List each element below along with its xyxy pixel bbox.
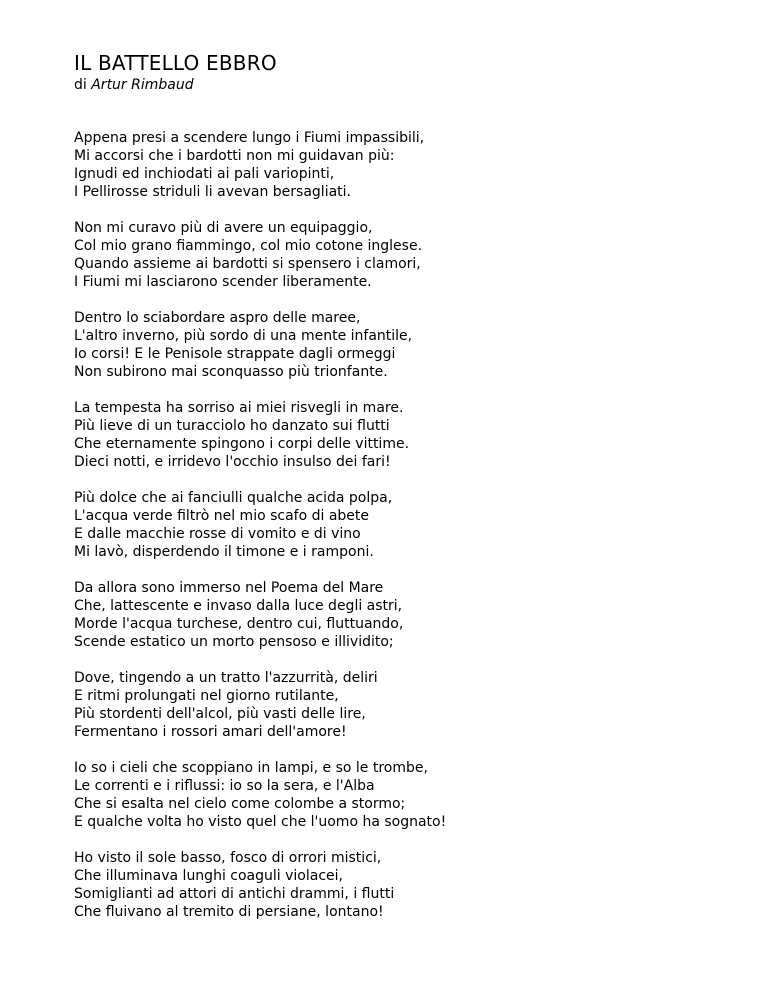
poem-line: Che eternamente spingono i corpi delle vittime.	[74, 436, 410, 452]
poem-line: Ho visto il sole basso, fosco di orrori mistici,	[74, 850, 382, 866]
poem-line: I Fiumi mi lasciarono scender liberamente.	[74, 274, 372, 290]
stanza	[74, 849, 754, 921]
poem-line: Fermentano i rossori amari dell'amore!	[74, 724, 347, 740]
poem-line: Dieci notti, e irridevo l'occhio insulso dei fari!	[74, 454, 391, 470]
poem-line: Dentro lo sciabordare aspro delle maree,	[74, 310, 361, 326]
stanza	[74, 309, 754, 381]
author-name: Artur Rimbaud	[91, 77, 194, 93]
poem-line: E dalle macchie rosse di vomito e di vino	[74, 526, 361, 542]
poem-line: Più dolce che ai fanciulli qualche acida polpa,	[74, 490, 393, 506]
stanza	[74, 669, 754, 741]
poem-line: Non subirono mai sconquasso più trionfante.	[74, 364, 388, 380]
poem-line: Più stordenti dell'alcol, più vasti delle lire,	[74, 706, 366, 722]
poem-line: Io so i cieli che scoppiano in lampi, e so le trombe,	[74, 760, 428, 776]
byline	[74, 76, 754, 94]
document-page	[74, 50, 754, 939]
stanza	[74, 399, 754, 471]
poem-line: Somiglianti ad attori di antichi drammi, i flutti	[74, 886, 395, 902]
poem-line: Morde l'acqua turchese, dentro cui, fluttuando,	[74, 616, 404, 632]
poem-line: Non mi curavo più di avere un equipaggio,	[74, 220, 373, 236]
stanza	[74, 129, 754, 201]
poem-line: Che, lattescente e invaso dalla luce degli astri,	[74, 598, 403, 614]
stanza	[74, 759, 754, 831]
poem-line: I Pellirosse striduli li avevan bersagliati.	[74, 184, 351, 200]
poem-title: IL BATTELLO EBBRO	[74, 51, 277, 75]
poem-line: Che fluivano al tremito di persiane, lontano!	[74, 904, 384, 920]
poem-line: Ignudi ed inchiodati ai pali variopinti,	[74, 166, 335, 182]
stanza	[74, 219, 754, 291]
poem-line: L'altro inverno, più sordo di una mente infantile,	[74, 328, 413, 344]
byline-prefix: di	[74, 77, 92, 93]
poem-line: Più lieve di un turacciolo ho danzato sui flutti	[74, 418, 390, 434]
poem-line: Appena presi a scendere lungo i Fiumi impassibili,	[74, 130, 425, 146]
poem-line: Quando assieme ai bardotti si spensero i clamori,	[74, 256, 421, 272]
poem-line: E ritmi prolungati nel giorno rutilante,	[74, 688, 339, 704]
poem-line: Mi accorsi che i bardotti non mi guidavan più:	[74, 148, 395, 164]
poem-line: Scende estatico un morto pensoso e illividito;	[74, 634, 394, 650]
stanza	[74, 579, 754, 651]
poem-line: L'acqua verde filtrò nel mio scafo di abete	[74, 508, 370, 524]
poem-line: Dove, tingendo a un tratto l'azzurrità, deliri	[74, 670, 378, 686]
stanza	[74, 489, 754, 561]
poem-line: Che illuminava lunghi coaguli violacei,	[74, 868, 343, 884]
poem-line: E qualche volta ho visto quel che l'uomo ha sognato!	[74, 814, 447, 830]
poem-line: Col mio grano fiammingo, col mio cotone inglese.	[74, 238, 423, 254]
poem-line: Io corsi! E le Penisole strappate dagli ormeggi	[74, 346, 396, 362]
poem-line: Le correnti e i riflussi: io so la sera, e l'Alba	[74, 778, 375, 794]
poem-line: Mi lavò, disperdendo il timone e i ramponi.	[74, 544, 374, 560]
poem-line: Che si esalta nel cielo come colombe a stormo;	[74, 796, 406, 812]
poem-line: Da allora sono immerso nel Poema del Mare	[74, 580, 384, 596]
poem-body	[74, 129, 754, 921]
poem-line: La tempesta ha sorriso ai miei risvegli in mare.	[74, 400, 404, 416]
